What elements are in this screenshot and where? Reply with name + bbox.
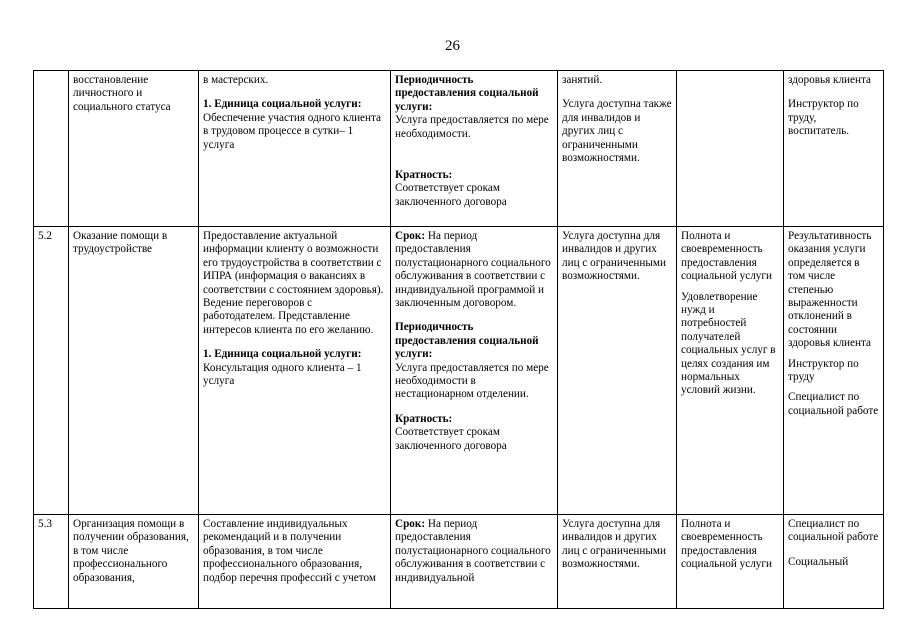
multiplicity-text: Соответствует срокам заключенного договора (395, 182, 507, 208)
service-name: Организация помощи в получении образования, в том числе профессионального образования, (73, 518, 189, 584)
result-cell (784, 71, 884, 227)
result-text: Специалист по социальной работе (788, 391, 879, 417)
quality-text: Полнота и своевременность предоставления социальной услуги (681, 230, 772, 283)
result-text: Социальный (788, 555, 849, 568)
unit-heading: 1. Единица социальной услуги: (203, 98, 362, 111)
row-number: 5.2 (38, 230, 52, 242)
result-cell (784, 227, 884, 515)
table-row (34, 71, 884, 227)
multiplicity-text: Соответствует срокам заключенного договора (395, 426, 507, 452)
terms-cell (391, 515, 558, 609)
conditions-text: Услуга доступна также для инвалидов и других лиц с ограниченными возможностями. (562, 98, 672, 165)
conditions-text: Услуга доступна для инвалидов и других лиц с ограниченными возможностями. (562, 518, 666, 571)
term-text: Срок: На период предоставления полустационарного социального обслуживания в соответствии с индивидуальной (395, 518, 551, 584)
result-text: Результативность оказания услуги определяется в том числе степенью выраженности отклонений в состоянии здоровья клиента (788, 230, 872, 350)
row-number-cell (34, 515, 69, 609)
terms-cell (391, 227, 558, 515)
result-cell (784, 515, 884, 609)
table-row (34, 515, 884, 609)
content-text: в мастерских. (203, 74, 269, 86)
service-name-cell (69, 515, 199, 609)
content-text: Составление индивидуальных рекомендаций и в получении образования, в том числе профессионального образования, подбор перечня профессий с учетом (203, 518, 376, 584)
multiplicity-label: Кратность: (395, 169, 453, 182)
quality-cell (677, 227, 784, 515)
result-text: здоровья клиента (788, 74, 871, 86)
table-row (34, 227, 884, 515)
conditions-cell (558, 515, 677, 609)
service-content-cell (199, 71, 391, 227)
page-number: 26 (445, 38, 460, 54)
quality-text: Удовлетворение нужд и потребностей получателей социальных услуг в целях создания им нормальных условий жизни. (681, 290, 776, 397)
quality-cell (677, 71, 784, 227)
content-text: Предоставление актуальной информации клиенту о возможности его трудоустройства в соответствии с ИПРА (информация о вакансиях в соответствии с состоянием здоровья). Ведение переговоров с работодателем. Представление интересов клиента по его желанию. (203, 230, 384, 336)
result-text: Специалист по социальной работе (788, 518, 879, 544)
row-number: 5.3 (38, 518, 52, 530)
result-text: Инструктор по труду, воспитатель. (788, 98, 859, 138)
row-number-cell (34, 71, 69, 227)
quality-text: Полнота и своевременность предоставления социальной услуги (681, 518, 772, 571)
services-table (33, 70, 884, 609)
service-name: восстановление личностного и социального статуса (73, 74, 171, 113)
term-text: Срок: На период предоставления полустационарного социального обслуживания в соответствии с индивидуальной программой и заключенным договором. (395, 230, 551, 310)
periodicity-text: Услуга предоставляется по мере необходимости. (395, 114, 549, 140)
result-text: Инструктор по труду (788, 357, 859, 384)
unit-text: Консультация одного клиента – 1 услуга (203, 361, 362, 388)
conditions-text: занятий. (562, 74, 603, 86)
service-name-cell (69, 71, 199, 227)
unit-heading: 1. Единица социальной услуги: (203, 348, 362, 361)
row-number-cell (34, 227, 69, 515)
service-name: Оказание помощи в трудоустройстве (73, 230, 168, 256)
service-content-cell (199, 515, 391, 609)
conditions-text: Услуга доступна для инвалидов и других лиц с ограниченными возможностями. (562, 230, 666, 283)
conditions-cell (558, 227, 677, 515)
service-name-cell (69, 227, 199, 515)
terms-cell (391, 71, 558, 227)
periodicity-text: Услуга предоставляется по мере необходимости в нестационарном отделении. (395, 361, 549, 401)
periodicity-label: Периодичность предоставления социальной услуги: (395, 321, 539, 361)
conditions-cell (558, 71, 677, 227)
service-content-cell (199, 227, 391, 515)
multiplicity-label: Кратность: (395, 412, 453, 425)
periodicity-label: Периодичность предоставления социальной услуги: (395, 74, 539, 113)
quality-cell (677, 515, 784, 609)
unit-text: Обеспечение участия одного клиента в трудовом процессе в сутки– 1 услуга (203, 111, 381, 151)
